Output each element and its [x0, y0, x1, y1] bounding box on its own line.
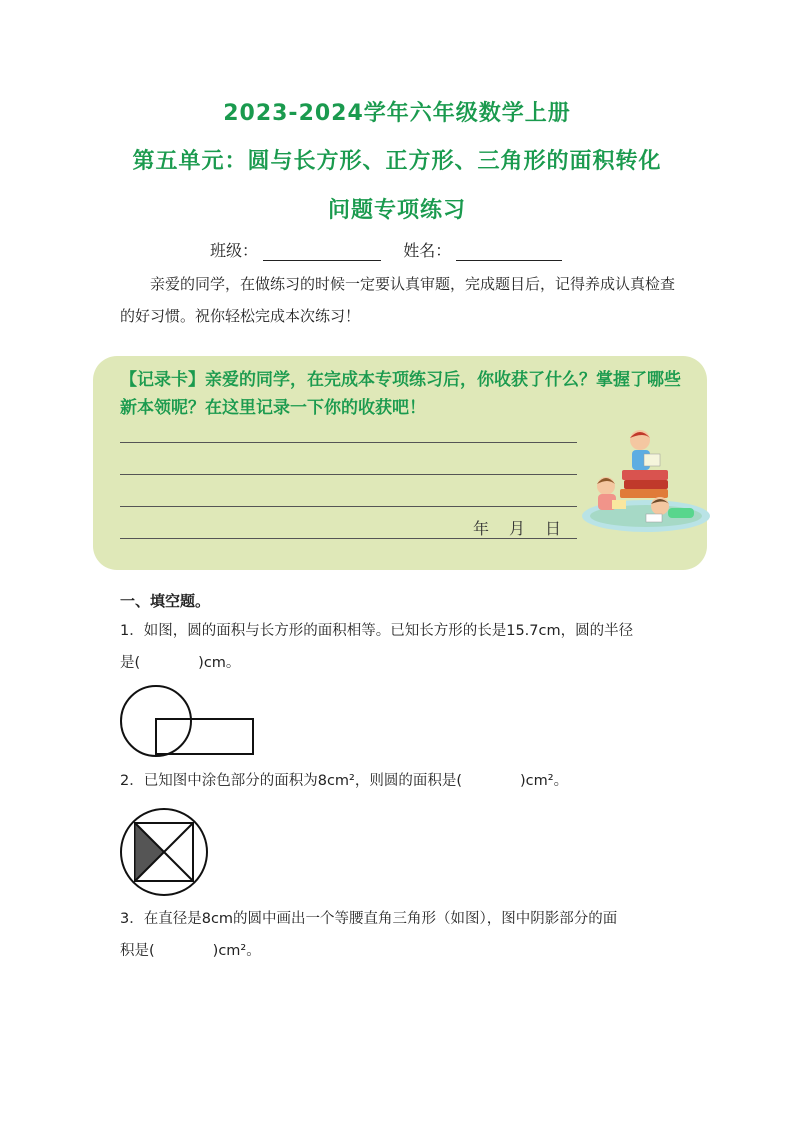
name-label: 姓名：: [403, 241, 452, 260]
title-line-2: 第五单元：圆与长方形、正方形、三角形的面积转化: [132, 149, 662, 174]
date-label: 年 月 日: [473, 519, 564, 538]
circle-square-figure: [118, 806, 210, 898]
question-2-line-1: 2．已知图中涂色部分的面积为8cm²，则圆的面积是( )cm²。: [120, 773, 569, 789]
question-3-line-1: 3．在直径是8cm的圆中画出一个等腰直角三角形（如图），图中阴影部分的面: [120, 911, 618, 927]
record-line-2[interactable]: [120, 474, 577, 475]
children-reading-books-icon: [578, 424, 714, 534]
question-1: [120, 615, 680, 679]
question-1-line-1: 1．如图，圆的面积与长方形的面积相等。已知长方形的长是15.7cm，圆的半径: [120, 623, 634, 639]
question-3-line-2: 积是( )cm²。: [120, 943, 261, 959]
circle-rectangle-figure: [118, 684, 258, 760]
question-2: [120, 765, 680, 797]
record-line-1[interactable]: [120, 442, 577, 443]
name-field[interactable]: [456, 242, 562, 261]
record-line-3[interactable]: [120, 506, 577, 507]
title-line-3: 问题专项练习: [327, 198, 466, 223]
class-field[interactable]: [263, 242, 381, 261]
section-fill-in-blank-heading: 一、填空题。: [120, 592, 211, 610]
question-3: [120, 903, 680, 967]
record-card-text: 【记录卡】亲爱的同学，在完成本专项练习后，你收获了什么？掌握了哪些新本领呢？在这里记录一下你的收获吧！: [120, 370, 681, 418]
title-line-1: 2023-2024学年六年级数学上册: [223, 101, 571, 126]
student-info-line: [210, 238, 562, 261]
question-1-line-2: 是( )cm。: [120, 655, 241, 671]
class-label: 班级：: [210, 241, 259, 260]
intro-paragraph: 亲爱的同学，在做练习的时候一定要认真审题，完成题目后，记得养成认真检查的好习惯。祝你轻松完成本次练习！: [120, 275, 676, 325]
